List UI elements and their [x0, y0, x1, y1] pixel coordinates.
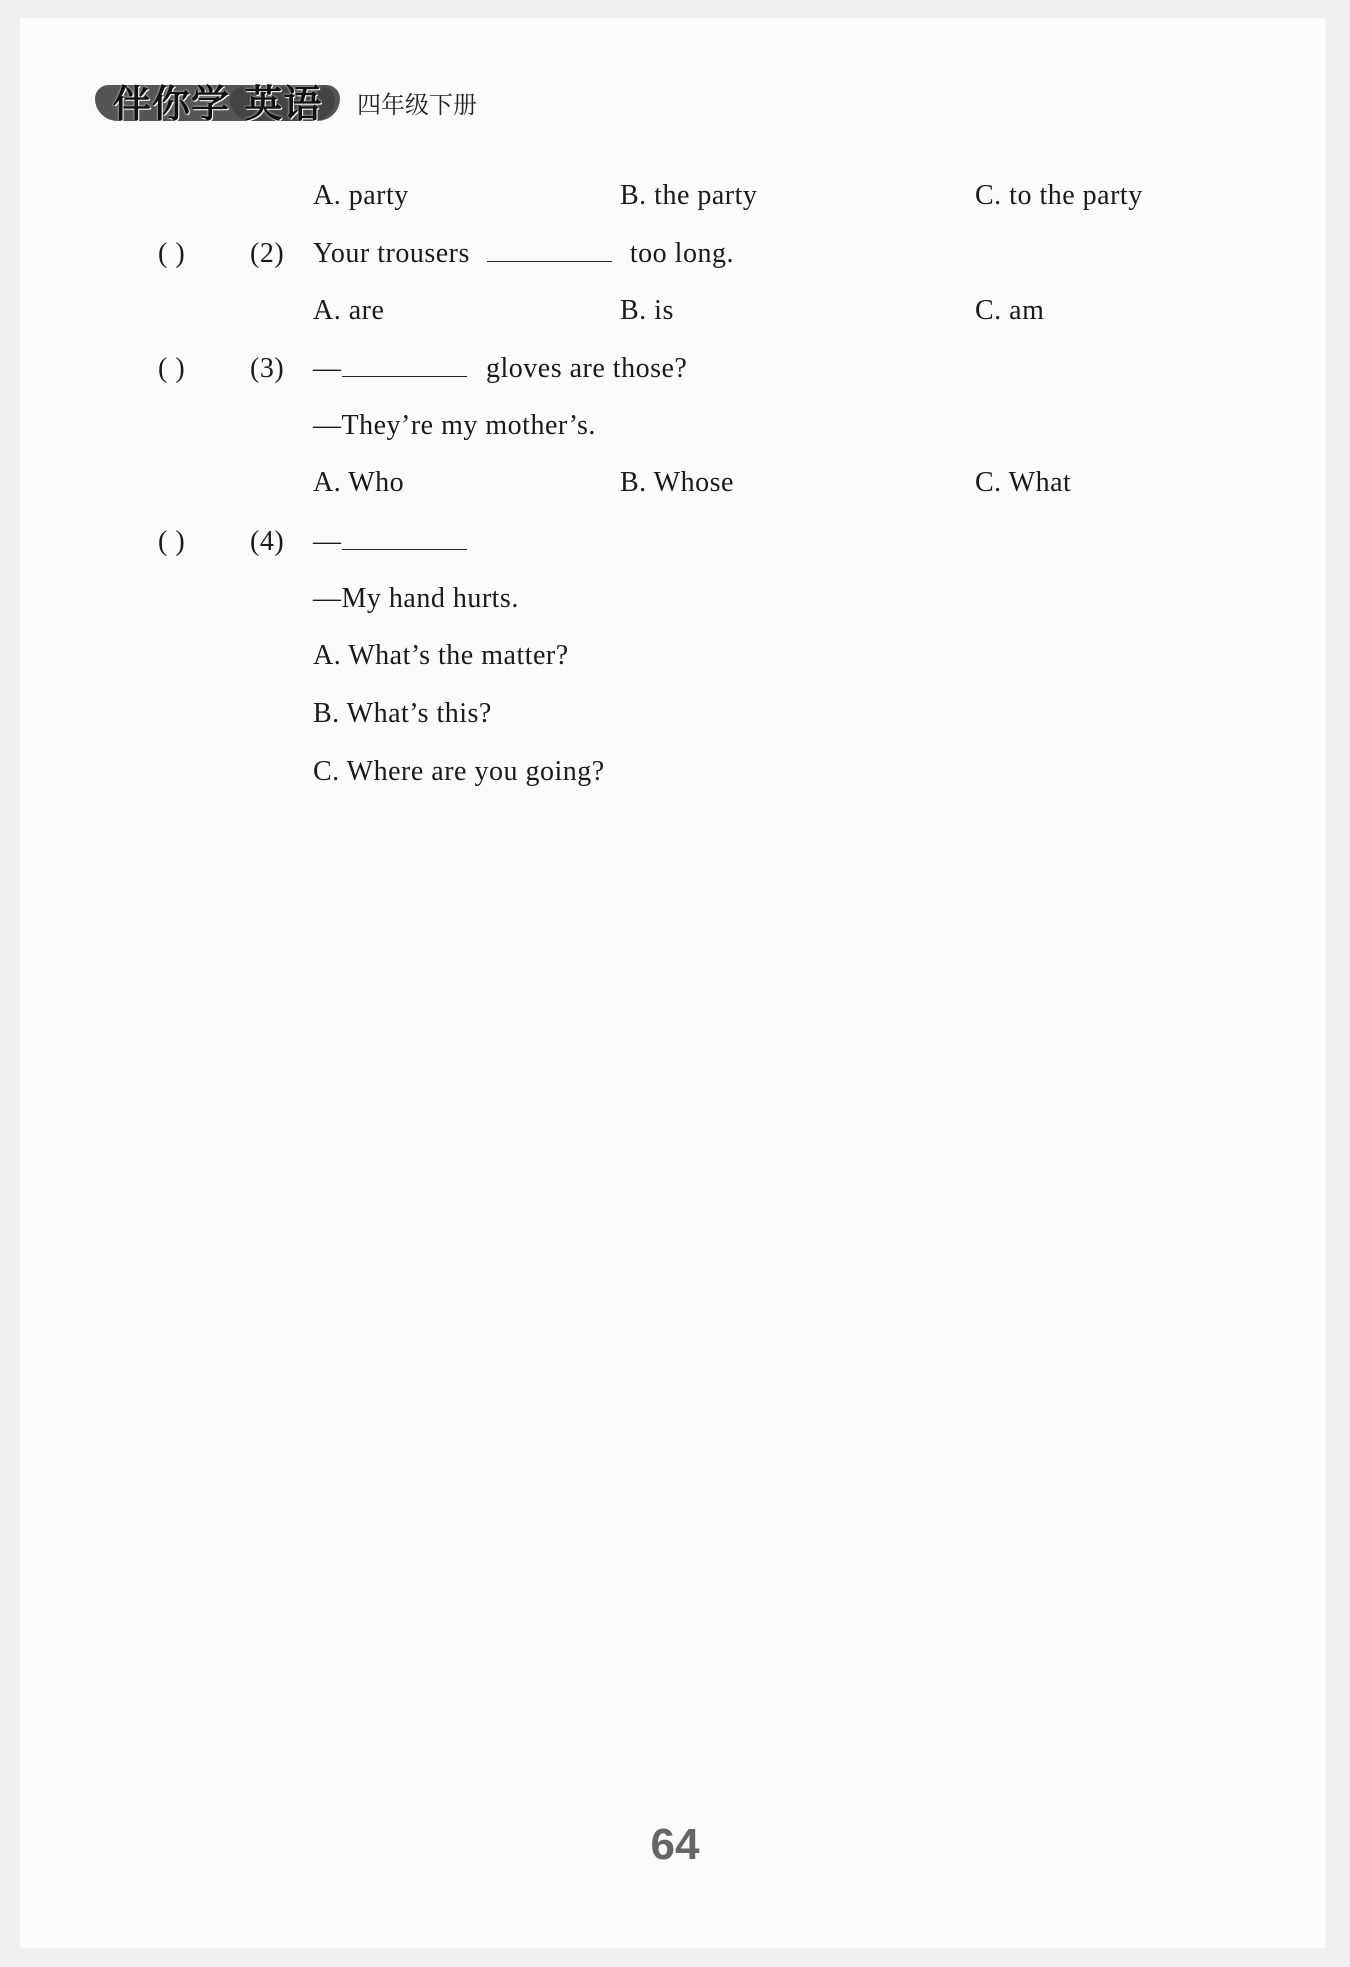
q1-option-a: A. party: [313, 180, 409, 211]
q4-answer-bracket[interactable]: ( ): [158, 526, 186, 557]
q2-option-b: B. is: [620, 295, 674, 326]
q3-option-a: A. Who: [313, 467, 405, 498]
q4-reply: —My hand hurts.: [313, 583, 519, 614]
page-header: [95, 55, 695, 135]
q1-option-b: B. the party: [620, 180, 758, 211]
q4-number: (4): [250, 526, 285, 557]
book-title: 伴你学 英语: [113, 82, 323, 126]
q2-stem-after: too long.: [629, 238, 734, 269]
q2-stem-before: Your trousers: [313, 238, 470, 269]
q2-option-c: C. am: [975, 295, 1045, 326]
q4-option-b: B. What’s this?: [313, 698, 492, 729]
q3-option-b: B. Whose: [620, 467, 734, 498]
q3-stem-after: gloves are those?: [486, 353, 688, 384]
q2-blank[interactable]: [487, 260, 612, 262]
q2-number: (2): [250, 238, 285, 269]
q3-number: (3): [250, 353, 285, 384]
q2-option-a: A. are: [313, 295, 385, 326]
q4-blank[interactable]: [342, 548, 467, 550]
q4-dash: —: [313, 526, 342, 557]
q3-blank[interactable]: [342, 375, 467, 377]
q1-option-c: C. to the party: [975, 180, 1143, 211]
q3-reply: —They’re my mother’s.: [313, 410, 596, 441]
q3-answer-bracket[interactable]: ( ): [158, 353, 186, 384]
q3-option-c: C. What: [975, 467, 1072, 498]
q2-answer-bracket[interactable]: ( ): [158, 238, 186, 269]
grade-label: 四年级下册: [357, 91, 477, 119]
q4-stem: [313, 526, 467, 558]
q4-option-a: A. What’s the matter?: [313, 640, 569, 671]
page-number: 64: [650, 1820, 700, 1869]
q3-dash: —: [313, 353, 342, 384]
q2-stem: [313, 238, 734, 270]
q3-stem: [313, 353, 687, 385]
q4-option-c: C. Where are you going?: [313, 756, 605, 787]
